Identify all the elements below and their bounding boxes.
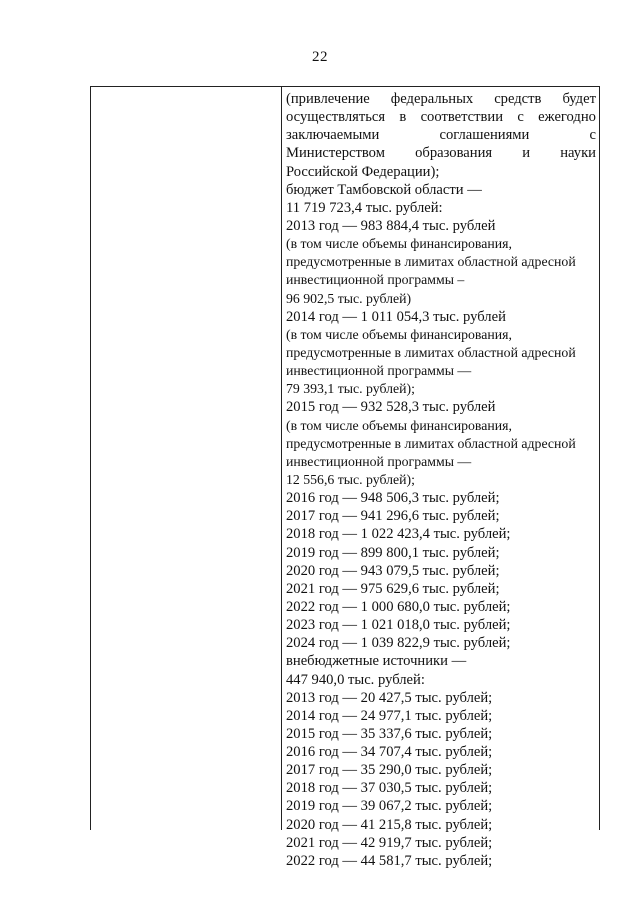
paragraph-line: [286, 108, 596, 126]
note-line: инвестиционной программы –: [286, 272, 465, 288]
column-divider: [281, 87, 282, 830]
year-line: 2021 год — 42 919,7 тыс. рублей;: [286, 834, 493, 851]
note-line: 79 393,1 тыс. рублей);: [286, 381, 415, 397]
word: федеральных: [390, 91, 474, 107]
note-line: предусмотренные в лимитах областной адресной: [286, 435, 576, 451]
word: будет: [562, 91, 596, 107]
year-line: 2022 год — 1 000 680,0 тыс. рублей;: [286, 598, 511, 615]
budget-total: 11 719 723,4 тыс. рублей:: [286, 199, 443, 216]
year-line: 2017 год — 941 296,6 тыс. рублей;: [286, 508, 500, 525]
budget-header: бюджет Тамбовской области —: [286, 181, 482, 198]
year-line: 2015 год — 932 528,3 тыс. рублей: [286, 399, 496, 416]
word: (привлечение: [286, 91, 370, 107]
word: и: [522, 145, 531, 162]
page-number: 22: [312, 49, 328, 65]
word: Министерством: [286, 145, 385, 162]
year-line: 2014 год — 24 977,1 тыс. рублей;: [286, 707, 493, 724]
word: заключаемыми: [286, 127, 380, 144]
word: науки: [560, 145, 596, 162]
paragraph-line: [286, 144, 596, 162]
word: с: [517, 109, 524, 126]
note-line: 96 902,5 тыс. рублей): [286, 290, 412, 306]
note-line: инвестиционной программы —: [286, 363, 472, 379]
note-line: (в том числе объемы финансирования,: [286, 417, 512, 433]
word: соответствии: [420, 109, 504, 126]
year-line: 2020 год — 943 079,5 тыс. рублей;: [286, 562, 500, 579]
year-line: 2024 год — 1 039 822,9 тыс. рублей;: [286, 635, 511, 652]
paragraph-line: Российской Федерации);: [286, 163, 440, 180]
year-line: 2018 год — 1 022 423,4 тыс. рублей;: [286, 526, 511, 543]
year-line: 2022 год — 44 581,7 тыс. рублей;: [286, 852, 493, 869]
year-line: 2017 год — 35 290,0 тыс. рублей;: [286, 762, 493, 779]
note-line: инвестиционной программы —: [286, 453, 472, 469]
note-line: (в том числе объемы финансирования,: [286, 236, 512, 252]
year-line: 2018 год — 37 030,5 тыс. рублей;: [286, 780, 493, 797]
year-line: 2019 год — 899 800,1 тыс. рублей;: [286, 544, 500, 561]
table-right-column: [286, 90, 596, 870]
note-line: 12 556,6 тыс. рублей);: [286, 471, 415, 487]
word: образования: [415, 145, 493, 162]
year-line: 2020 год — 41 215,8 тыс. рублей;: [286, 816, 493, 833]
word: с: [589, 127, 596, 144]
funding-table: [90, 86, 600, 869]
word: ежегодно: [538, 109, 596, 126]
word: средств: [494, 91, 542, 107]
year-line: 2023 год — 1 021 018,0 тыс. рублей;: [286, 617, 511, 634]
paragraph-line: [286, 90, 596, 108]
word: в: [399, 109, 407, 126]
year-line: 2014 год — 1 011 054,3 тыс. рублей: [286, 308, 506, 325]
note-line: (в том числе объемы финансирования,: [286, 326, 512, 342]
year-line: 2016 год — 948 506,3 тыс. рублей;: [286, 490, 500, 507]
word: осуществляться: [286, 109, 386, 126]
extra-header: внебюджетные источники —: [286, 653, 467, 670]
note-line: предусмотренные в лимитах областной адресной: [286, 254, 576, 270]
year-line: 2021 год — 975 629,6 тыс. рублей;: [286, 580, 500, 597]
year-line: 2016 год — 34 707,4 тыс. рублей;: [286, 744, 493, 761]
extra-total: 447 940,0 тыс. рублей:: [286, 671, 425, 688]
table-left-column: [91, 87, 281, 830]
year-line: 2015 год — 35 337,6 тыс. рублей;: [286, 725, 493, 742]
year-line: 2013 год — 20 427,5 тыс. рублей;: [286, 689, 493, 706]
paragraph-line: [286, 126, 596, 144]
note-line: предусмотренные в лимитах областной адресной: [286, 344, 576, 360]
word: соглашениями: [439, 127, 530, 144]
year-line: 2013 год — 983 884,4 тыс. рублей: [286, 217, 496, 234]
year-line: 2019 год — 39 067,2 тыс. рублей;: [286, 798, 493, 815]
